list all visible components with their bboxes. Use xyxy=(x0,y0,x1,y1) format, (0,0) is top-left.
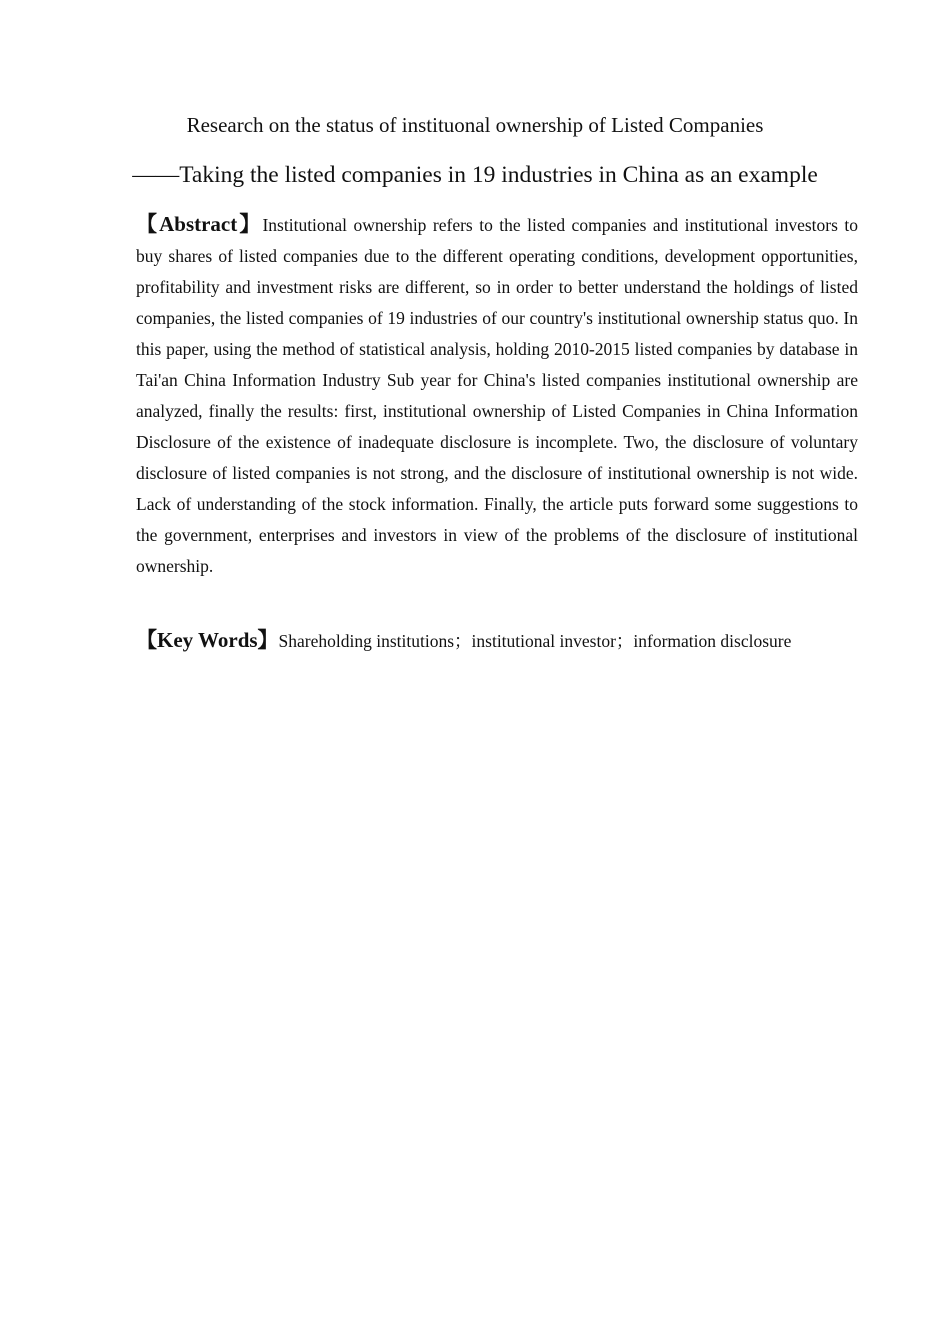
keywords-paragraph xyxy=(136,625,896,657)
abstract-paragraph xyxy=(136,209,858,582)
abstract-text: Institutional ownership refers to the listed companies and institutional investors to buy shares of listed companies due to the different operating conditions, development opportunities, profitability and investment risks are different, so in order to better understand the holdings of listed companies, the listed companies of 19 industries of our country's institutional ownership status quo. In this paper, using the method of statistical analysis, holding 2010-2015 listed companies by database in Tai'an China Information Industry Sub year for China's listed companies institutional ownership are analyzed, finally the results: first, institutional ownership of Listed Companies in China Information Disclosure of the existence of inadequate disclosure is incomplete. Two, the disclosure of voluntary disclosure of listed companies is not strong, and the disclosure of institutional ownership is not wide. Lack of understanding of the stock information. Finally, the article puts forward some suggestions to the government, enterprises and investors in view of the problems of the disclosure of institutional ownership. xyxy=(136,215,858,576)
abstract-label: 【Abstract】 xyxy=(136,212,263,236)
keywords-text: Shareholding institutions；institutional investor；information disclosure xyxy=(278,631,792,651)
paper-title: Research on the status of instituonal ownership of Listed Companies xyxy=(186,113,764,137)
keywords-label: 【Key Words】 xyxy=(136,628,279,652)
paper-subtitle: ——Taking the listed companies in 19 industries in China as an example xyxy=(132,162,818,188)
